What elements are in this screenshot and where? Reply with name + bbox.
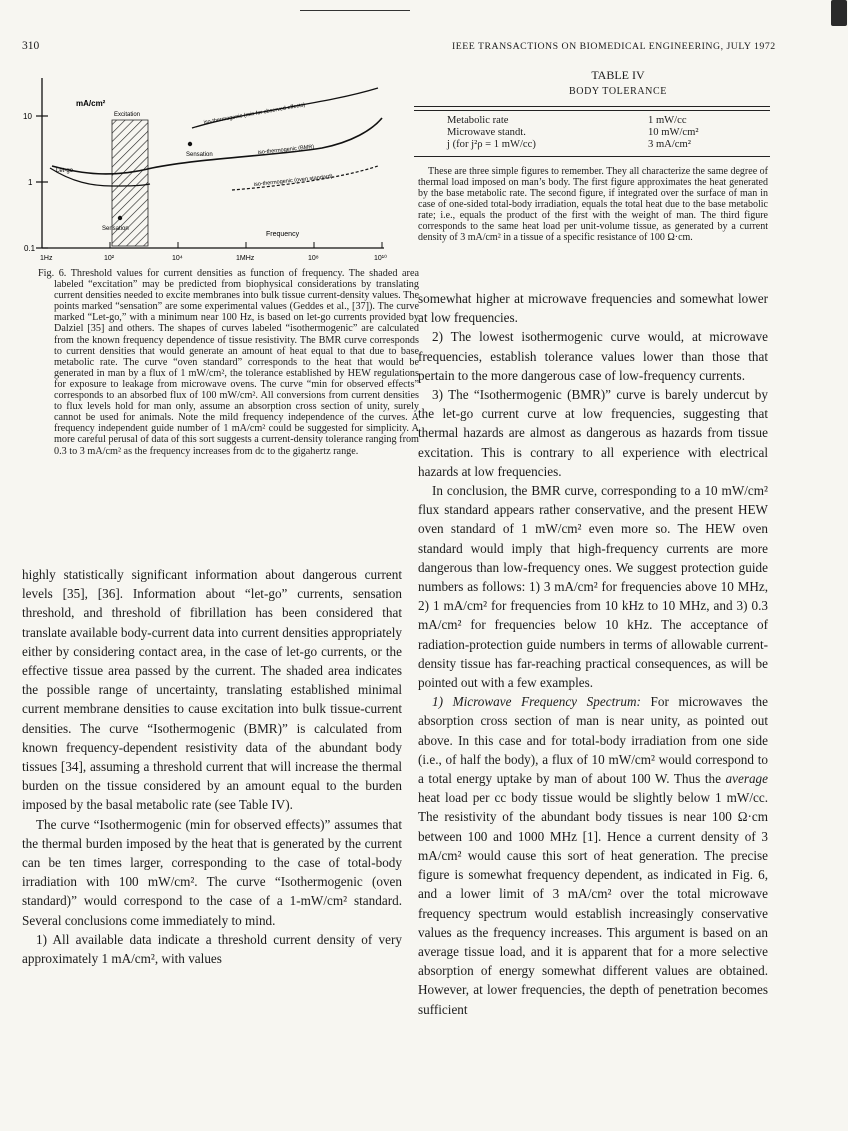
y-unit-label: mA/cm² — [76, 99, 106, 108]
table-title: TABLE IV — [591, 68, 645, 82]
y-tick-10: 10 — [23, 112, 32, 121]
sensation-upper-label: Sensation — [186, 152, 213, 158]
scan-edge-mark — [831, 0, 847, 26]
table-row-value: 10 mW/cm² — [648, 127, 699, 138]
section-heading: 1) Microwave Frequency Spectrum: — [432, 694, 641, 710]
figure-6-plot — [22, 70, 398, 266]
table-row-label: Metabolic rate — [447, 115, 509, 126]
scan-top-line — [300, 10, 410, 11]
table-row-label: j (for j²ρ = 1 mW/cc) — [447, 139, 536, 150]
iso-bmr-curve — [52, 118, 382, 174]
y-tick-1: 1 — [28, 178, 33, 187]
text-run: For microwaves the absorption cross section of man is near unity, as pointed out above. In this case and for total-body irradiation from one side (i.e., of half the body), a flux of 10 mW/cm² would correspond to a total energy uptake by man of about 100 W. Thus the — [418, 694, 768, 787]
figure-6-caption: Fig. 6. Threshold values for current densities as function of frequency. The shaded area labeled “excitation” may be predicted from biophysical considerations by translating current densities needed to excite membranes into bulk tissue current-density values. The points marked “sensation” are some experimental values (Geddes et al., [37]). The curve marked “Let-go,” with a minimum near 100 Hz, is based on let-go currents provided by Dalziel [35] and others. The shapes of curves labeled “isothermogenic” are calculated from the known frequency dependence of tissue resistivity. The BMR curve corresponds to current densities that would generate an amount of heat equal to that due to base metabolic rate. The curve “oven standard” corresponds to the heat that would be generated in man by a flux of 1 mW/cm², the tolerance established by HEW regulations for exposure to leakage from microwave ovens. The curve “min for observed effects” corresponds to an absorbed flux of 100 mW/cm². All conversions from current densities to flux levels hold for man only, assume an absorption cross section of unity, surely cannot be used for animals. Note the mild frequency independence of the curves. A frequency independent guide number of 1 mA/cm² could be suggested for simplicity. A more careful perusal of data of this sort suggests a current-density tolerance ranging from 0.3 to 3 mA/cm² as the frequency increases from dc to the gigahertz range. — [38, 268, 419, 457]
paragraph: 1) All available data indicate a threshold current density of very approximately 1 mA/cm², with values — [22, 931, 402, 967]
excitation-label: Excitation — [114, 112, 141, 118]
page-number: 310 — [22, 40, 40, 52]
paragraph: somewhat higher at microwave frequencies and somewhat lower at low frequencies. — [418, 291, 768, 326]
paragraph: 2) The lowest isothermogenic curve would, at microwave frequencies, establish tolerance values lower than those that pertain to the more dangerous case of low-frequency currents. — [418, 329, 768, 383]
table-subtitle: BODY TOLERANCE — [569, 86, 667, 97]
iso-bmr-label: iso-thermogenic (BMR) — [257, 144, 315, 156]
x-tick-1e8: 10⁸ — [308, 255, 319, 262]
paragraph — [418, 692, 768, 1018]
x-tick-1hz: 1Hz — [40, 255, 53, 262]
paragraph: 3) The “Isothermogenic (BMR)” curve is barely undercut by the let-go current curve at low frequencies, suggesting that thermal hazards are almost as dangerous as hazards from tissue excitation. This is contrary to all experience with electrical hazards at low frequencies. — [418, 387, 768, 479]
paragraph: highly statistically significant information about dangerous current levels [35], [36]. Information about “let-go” currents, sensation threshold, and threshold of fibrillation has been considered that translate available body-current data into current densities appropriately either by considering contact area, in the case of let-go currents, or the effective tissue area passed by the current. The shaded area indicates the possible range of uncertainty, translating established minimal current membrane densities to cause excitation into bulk tissue-current densities. The curve “Isothermogenic (BMR)” is calculated from known frequency-dependent resistivity data of the abundant body tissues [34], assuming a threshold current that will increase the thermal burden on the tissue considered by an amount equal to the burden imposed by the basal metabolic rate (see Table IV). — [22, 567, 402, 813]
let-go-label: Let-go — [56, 168, 74, 174]
sensation-point-lower — [118, 216, 122, 220]
right-column — [418, 289, 768, 1019]
paragraph: The curve “Isothermogenic (min for observed effects)” assumes that the thermal burden imposed by the heat that is generated by the current can be ten times larger, corresponding to the case of total-body irradiation with 100 mW/cm². The curve “Isothermogenic (oven standard)” would correspond to the case of a 1-mW/cm² standard. Several conclusions come immediately to mind. — [22, 816, 402, 928]
y-tick-0-1: 0.1 — [24, 244, 36, 253]
table-row-value: 1 mW/cc — [648, 115, 687, 126]
table-row-value: 3 mA/cm² — [648, 139, 691, 150]
iso-oven-label: iso-thermogenic (oven standard) — [253, 173, 333, 188]
x-tick-1e10: 10¹⁰ — [374, 255, 387, 262]
iso-min-label: iso-thermogenic (min for observed effects) — [203, 102, 306, 126]
table-row-label: Microwave standt. — [447, 127, 526, 138]
x-tick-1e2: 10² — [104, 255, 115, 262]
x-tick-1e4: 10⁴ — [172, 255, 183, 262]
x-axis-label: Frequency — [266, 231, 300, 238]
running-head: IEEE TRANSACTIONS ON BIOMEDICAL ENGINEERING, JULY 1972 — [452, 41, 776, 52]
paragraph: In conclusion, the BMR curve, corresponding to a 10 mW/cm² flux standard appears rather conservative, and the present HEW oven standard of 1 mW/cm² even more so. The HEW oven standard would imply that high-frequency currents are more dangerous than low-frequency ones. We suggest protection guide numbers as follows: 1) 3 mA/cm² for frequencies above 10 MHz, 2) 1 mA/cm² for frequencies from 10 kHz to 10 MHz, and 3) 0.3 mA/cm² for frequencies below 10 kHz. The acceptance of radiation-protection guide numbers in terms of allowable current-density tissue has far-reaching practical consequences, as will be pointed out with a few examples. — [418, 483, 768, 691]
text-run: heat load per cc body tissue would be slightly below 1 mW/cc. The resistivity of the abundant body tissues is near 100 Ω·cm between 100 and 1000 MHz [1]. Hence a current density of 3 mA/cm² would cause this sort of heat generation. The precise figure is somewhat frequency dependent, as indicated in Fig. 6, and a lower limit of 3 mA/cm² over the total microwave frequency spectrum would establish increasingly conservative values as the frequency increases. This argument is based on an average tissue load, and it is apparent that for a more selective absorption of energy somewhat different values are obtained. However, at lower frequencies, the depth of penetration becomes sufficient — [418, 790, 768, 1017]
left-column — [22, 565, 402, 968]
sensation-lower-label: Sensation — [102, 226, 129, 232]
x-tick-1mhz: 1MHz — [236, 255, 255, 262]
table-note: These are three simple figures to remember. They all characterize the same degree of thermal load imposed on man’s body. The first figure approximates the heat generated by the base metabolic rate. The second figure, if integrated over the surface of man in case of one-sided total-body irradiation, equals the total heat due to the base metabolic rate; i.e., equals the product of the first with the weight of man. The third figure corresponds to the same heat load per unit-volume tissue, as generated by a current density of 3 mA/cm² in a tissue of a specific resistance of 100 Ω·cm. — [418, 166, 768, 243]
sensation-point-upper — [188, 142, 192, 146]
table-top-rule-2 — [414, 110, 770, 111]
table-top-rule — [414, 106, 770, 107]
emphasis: average — [725, 771, 768, 787]
table-bottom-rule — [414, 156, 770, 157]
